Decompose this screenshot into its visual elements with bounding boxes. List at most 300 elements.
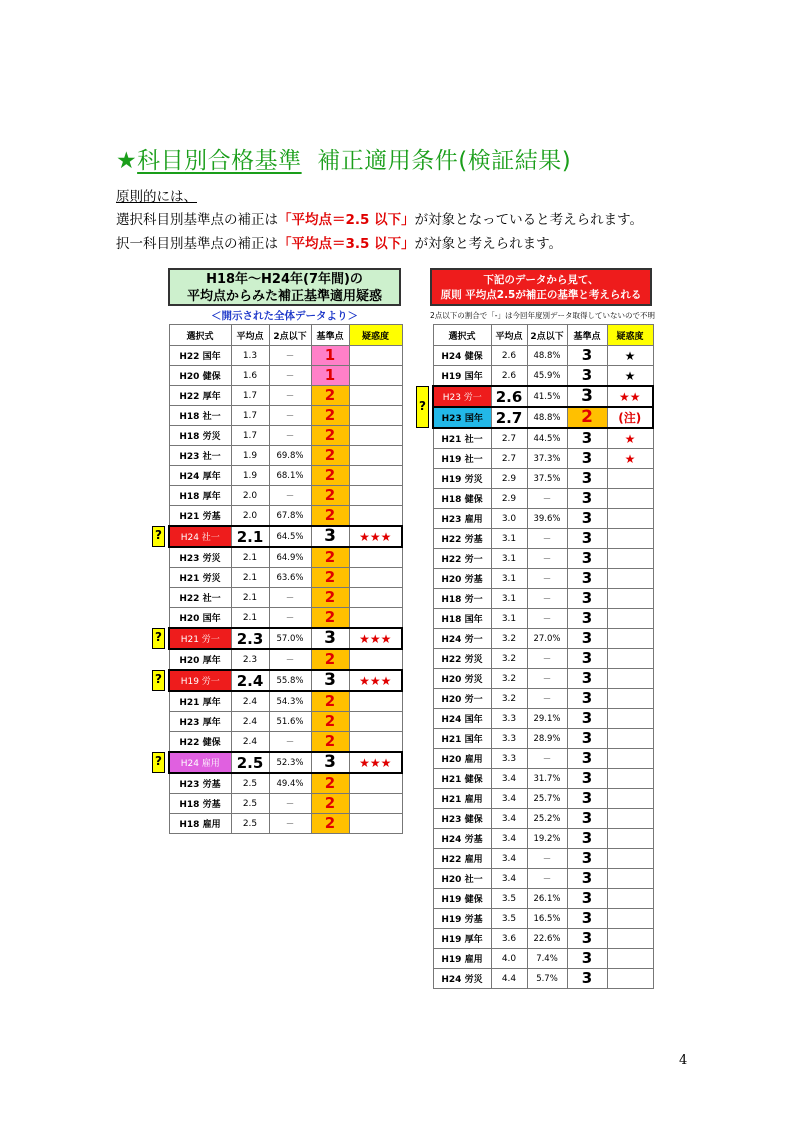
suspicion-cell <box>349 649 402 670</box>
average-cell: 1.7 <box>231 426 269 446</box>
base-score-cell: 3 <box>567 809 607 829</box>
average-cell: 2.6 <box>491 386 527 407</box>
suspicion-cell <box>349 366 402 386</box>
subject-cell: H22 国年 <box>169 346 231 366</box>
average-cell: 1.6 <box>231 366 269 386</box>
average-cell: 2.5 <box>231 814 269 834</box>
average-cell: 3.4 <box>491 849 527 869</box>
suspicion-cell <box>349 712 402 732</box>
base-score-cell: 3 <box>567 386 607 407</box>
table-row <box>433 729 653 749</box>
average-cell: 3.4 <box>491 829 527 849</box>
subject-cell: H19 雇用 <box>433 949 491 969</box>
two-or-less-cell: 31.7% <box>527 769 567 789</box>
suspicion-cell <box>607 729 653 749</box>
right-title-line-1: 下記のデータから見て、 <box>483 274 599 286</box>
average-cell: 4.0 <box>491 949 527 969</box>
base-score-cell: 3 <box>567 849 607 869</box>
average-cell: 3.2 <box>491 689 527 709</box>
suspicion-cell <box>607 649 653 669</box>
subject-cell: H18 健保 <box>433 489 491 509</box>
suspicion-cell <box>349 386 402 406</box>
average-cell: 3.3 <box>491 729 527 749</box>
average-cell: 2.7 <box>491 449 527 469</box>
suspicion-cell <box>607 489 653 509</box>
title-main: 科目別合格基準 <box>137 148 302 174</box>
two-or-less-cell: 64.5% <box>269 526 311 547</box>
base-score-cell: 2 <box>311 732 349 753</box>
two-or-less-cell: － <box>527 649 567 669</box>
two-or-less-cell: － <box>269 346 311 366</box>
suspicion-cell: ★★★ <box>349 628 402 649</box>
table-row <box>433 869 653 889</box>
base-score-cell: 2 <box>311 568 349 588</box>
subject-cell: H21 労一 <box>169 628 231 649</box>
suspicion-cell: ★ <box>607 346 653 366</box>
base-score-cell: 2 <box>311 588 349 608</box>
average-cell: 3.1 <box>491 609 527 629</box>
header-cell: 2点以下 <box>527 325 567 346</box>
base-score-cell: 3 <box>567 949 607 969</box>
base-score-cell: 3 <box>567 549 607 569</box>
average-cell: 3.5 <box>491 909 527 929</box>
average-cell: 2.3 <box>231 649 269 670</box>
table-row <box>433 809 653 829</box>
subject-cell: H20 労基 <box>433 569 491 589</box>
table-row <box>169 773 402 794</box>
average-cell: 2.0 <box>231 506 269 527</box>
average-cell: 2.5 <box>231 773 269 794</box>
base-score-cell: 2 <box>311 506 349 527</box>
two-or-less-cell: － <box>527 749 567 769</box>
base-score-cell: 2 <box>311 608 349 629</box>
suspicion-cell <box>607 909 653 929</box>
suspicion-cell <box>607 809 653 829</box>
average-cell: 1.7 <box>231 406 269 426</box>
two-or-less-cell: － <box>269 814 311 834</box>
header-cell: 疑惑度 <box>349 325 402 346</box>
average-cell: 1.3 <box>231 346 269 366</box>
table-row <box>169 732 402 753</box>
table-row <box>433 629 653 649</box>
left-title-line-1: H18年～H24年(7年間)の <box>206 272 363 287</box>
table-header-row <box>433 325 653 346</box>
table-row <box>169 691 402 712</box>
two-or-less-cell: 51.6% <box>269 712 311 732</box>
table-row <box>169 649 402 670</box>
subject-cell: H19 労基 <box>433 909 491 929</box>
two-or-less-cell: 67.8% <box>269 506 311 527</box>
subject-cell: H21 社一 <box>433 428 491 449</box>
base-score-cell: 2 <box>311 547 349 568</box>
base-score-cell: 3 <box>567 509 607 529</box>
base-score-cell: 2 <box>567 407 607 428</box>
base-score-cell: 2 <box>311 406 349 426</box>
suspicion-cell: ★ <box>607 449 653 469</box>
header-cell: 疑惑度 <box>607 325 653 346</box>
average-cell: 2.1 <box>231 608 269 629</box>
average-cell: 3.4 <box>491 789 527 809</box>
two-or-less-cell: 25.7% <box>527 789 567 809</box>
left-title-line-2: 平均点からみた補正基準適用疑惑 <box>186 289 382 304</box>
suspicion-cell <box>349 346 402 366</box>
subject-cell: H18 労基 <box>169 794 231 814</box>
base-score-cell: 3 <box>311 670 349 691</box>
page-number: 4 <box>679 1053 688 1068</box>
two-or-less-cell: 37.3% <box>527 449 567 469</box>
two-or-less-cell: 37.5% <box>527 469 567 489</box>
suspicion-cell <box>349 608 402 629</box>
table-row <box>433 829 653 849</box>
two-or-less-cell: 57.0% <box>269 628 311 649</box>
base-score-cell: 3 <box>567 769 607 789</box>
average-cell: 2.1 <box>231 568 269 588</box>
suspicion-cell <box>607 629 653 649</box>
average-cell: 3.1 <box>491 529 527 549</box>
right-table-note: 2点以下の割合で「-」は今回年度別データ取得していないので不明 <box>430 311 655 320</box>
average-cell: 2.5 <box>231 794 269 814</box>
suspicion-cell <box>607 849 653 869</box>
subject-cell: H24 国年 <box>433 709 491 729</box>
average-cell: 3.6 <box>491 929 527 949</box>
two-or-less-cell: 63.6% <box>269 568 311 588</box>
suspicion-cell <box>607 689 653 709</box>
average-cell: 2.9 <box>491 489 527 509</box>
star-icon: ★ <box>116 148 138 174</box>
base-score-cell: 2 <box>311 712 349 732</box>
base-score-cell: 2 <box>311 486 349 506</box>
subject-cell: H24 労基 <box>433 829 491 849</box>
average-cell: 1.7 <box>231 386 269 406</box>
base-score-cell: 2 <box>311 386 349 406</box>
subject-cell: H21 労災 <box>169 568 231 588</box>
subject-cell: H24 雇用 <box>169 752 231 773</box>
base-score-cell: 3 <box>567 749 607 769</box>
subject-cell: H21 厚年 <box>169 691 231 712</box>
two-or-less-cell: － <box>527 849 567 869</box>
subject-cell: H22 社一 <box>169 588 231 608</box>
suspicion-cell <box>349 794 402 814</box>
suspicion-cell <box>349 486 402 506</box>
base-score-cell: 3 <box>567 789 607 809</box>
right-data-table <box>432 324 654 989</box>
average-cell: 3.3 <box>491 709 527 729</box>
two-or-less-cell: － <box>269 649 311 670</box>
suspicion-cell <box>607 669 653 689</box>
two-or-less-cell: － <box>527 689 567 709</box>
table-row <box>433 449 653 469</box>
two-or-less-cell: － <box>269 588 311 608</box>
suspicion-cell <box>607 929 653 949</box>
average-cell: 2.3 <box>231 628 269 649</box>
suspicion-cell <box>607 549 653 569</box>
table-row <box>169 794 402 814</box>
two-or-less-cell: － <box>527 609 567 629</box>
average-cell: 2.6 <box>491 366 527 387</box>
table-row <box>169 486 402 506</box>
table-row <box>433 889 653 909</box>
question-mark-icon: ? <box>416 386 429 428</box>
base-score-cell: 3 <box>567 689 607 709</box>
base-score-cell: 2 <box>311 691 349 712</box>
base-score-cell: 3 <box>567 709 607 729</box>
subject-cell: H21 雇用 <box>433 789 491 809</box>
left-table-title-box <box>168 268 401 306</box>
average-cell: 3.1 <box>491 569 527 589</box>
two-or-less-cell: － <box>527 549 567 569</box>
subject-cell: H20 厚年 <box>169 649 231 670</box>
table-row <box>169 346 402 366</box>
base-score-cell: 2 <box>311 649 349 670</box>
average-cell: 3.1 <box>491 589 527 609</box>
table-row <box>433 386 653 407</box>
intro-line-3 <box>116 232 562 252</box>
intro-line-2-pre: 選択科目別基準点の補正は <box>116 212 278 228</box>
suspicion-cell <box>349 568 402 588</box>
two-or-less-cell: 5.7% <box>527 969 567 989</box>
table-row <box>169 506 402 527</box>
suspicion-cell: ★★★ <box>349 752 402 773</box>
table-row <box>169 588 402 608</box>
subject-cell: H23 労災 <box>169 547 231 568</box>
average-cell: 2.5 <box>231 752 269 773</box>
subject-cell: H18 社一 <box>169 406 231 426</box>
suspicion-cell <box>607 709 653 729</box>
subject-cell: H21 健保 <box>433 769 491 789</box>
question-mark-icon: ? <box>152 752 165 773</box>
base-score-cell: 3 <box>567 589 607 609</box>
average-cell: 2.1 <box>231 588 269 608</box>
suspicion-cell <box>607 869 653 889</box>
average-cell: 2.7 <box>491 428 527 449</box>
suspicion-cell <box>349 691 402 712</box>
average-cell: 2.0 <box>231 486 269 506</box>
two-or-less-cell: － <box>269 608 311 629</box>
base-score-cell: 2 <box>311 814 349 834</box>
table-row <box>433 669 653 689</box>
two-or-less-cell: － <box>269 732 311 753</box>
average-cell: 1.9 <box>231 466 269 486</box>
suspicion-cell <box>607 509 653 529</box>
average-cell: 4.4 <box>491 969 527 989</box>
two-or-less-cell: 52.3% <box>269 752 311 773</box>
table-row <box>433 709 653 729</box>
table-row <box>169 366 402 386</box>
two-or-less-cell: 49.4% <box>269 773 311 794</box>
suspicion-cell <box>349 732 402 753</box>
base-score-cell: 1 <box>311 346 349 366</box>
two-or-less-cell: 39.6% <box>527 509 567 529</box>
base-score-cell: 2 <box>311 794 349 814</box>
table-row <box>433 489 653 509</box>
average-cell: 2.7 <box>491 407 527 428</box>
suspicion-cell <box>607 609 653 629</box>
subject-cell: H18 労一 <box>433 589 491 609</box>
base-score-cell: 3 <box>311 526 349 547</box>
base-score-cell: 3 <box>567 669 607 689</box>
suspicion-cell <box>349 446 402 466</box>
average-cell: 3.0 <box>491 509 527 529</box>
base-score-cell: 2 <box>311 466 349 486</box>
base-score-cell: 3 <box>567 649 607 669</box>
average-cell: 3.2 <box>491 629 527 649</box>
average-cell: 1.9 <box>231 446 269 466</box>
table-header-row <box>169 325 402 346</box>
suspicion-cell <box>607 969 653 989</box>
base-score-cell: 3 <box>567 609 607 629</box>
two-or-less-cell: 68.1% <box>269 466 311 486</box>
two-or-less-cell: － <box>527 589 567 609</box>
two-or-less-cell: 28.9% <box>527 729 567 749</box>
table-row <box>169 386 402 406</box>
average-cell: 2.1 <box>231 547 269 568</box>
two-or-less-cell: 64.9% <box>269 547 311 568</box>
base-score-cell: 3 <box>567 346 607 366</box>
two-or-less-cell: － <box>269 386 311 406</box>
suspicion-cell: (注) <box>607 407 653 428</box>
two-or-less-cell: － <box>527 529 567 549</box>
average-cell: 2.4 <box>231 712 269 732</box>
two-or-less-cell: 55.8% <box>269 670 311 691</box>
table-row <box>169 426 402 446</box>
subject-cell: H20 健保 <box>169 366 231 386</box>
two-or-less-cell: － <box>527 869 567 889</box>
base-score-cell: 3 <box>567 729 607 749</box>
suspicion-cell <box>349 506 402 527</box>
average-cell: 3.2 <box>491 669 527 689</box>
subject-cell: H21 労基 <box>169 506 231 527</box>
table-row <box>433 589 653 609</box>
base-score-cell: 2 <box>311 426 349 446</box>
header-cell: 選択式 <box>169 325 231 346</box>
two-or-less-cell: － <box>527 669 567 689</box>
suspicion-cell <box>607 829 653 849</box>
intro-line-1: 原則的には、 <box>116 189 197 205</box>
two-or-less-cell: 7.4% <box>527 949 567 969</box>
suspicion-cell <box>349 426 402 446</box>
left-table-subtitle: ＜開示された全体データより＞ <box>211 310 358 322</box>
suspicion-cell <box>607 949 653 969</box>
suspicion-cell <box>607 589 653 609</box>
two-or-less-cell: 22.6% <box>527 929 567 949</box>
subject-cell: H18 雇用 <box>169 814 231 834</box>
intro-line-3-post: が対象と考えられます。 <box>414 236 563 252</box>
suspicion-cell <box>607 769 653 789</box>
subject-cell: H22 労災 <box>433 649 491 669</box>
base-score-cell: 3 <box>567 969 607 989</box>
suspicion-cell: ★ <box>607 428 653 449</box>
suspicion-cell <box>607 529 653 549</box>
subject-cell: H18 厚年 <box>169 486 231 506</box>
average-cell: 2.6 <box>491 346 527 366</box>
subject-cell: H18 労災 <box>169 426 231 446</box>
suspicion-cell <box>349 406 402 426</box>
subject-cell: H18 国年 <box>433 609 491 629</box>
table-row <box>433 649 653 669</box>
subject-cell: H24 労一 <box>433 629 491 649</box>
subject-cell: H23 国年 <box>433 407 491 428</box>
suspicion-cell <box>349 588 402 608</box>
base-score-cell: 3 <box>567 929 607 949</box>
right-title-line-2: 原則 平均点2.5が補正の基準と考えられる <box>440 289 642 301</box>
intro-line-3-red: 「平均点＝3.5 以下」 <box>278 236 415 252</box>
suspicion-cell <box>607 469 653 489</box>
two-or-less-cell: 29.1% <box>527 709 567 729</box>
subject-cell: H24 社一 <box>169 526 231 547</box>
table-row <box>433 346 653 366</box>
subject-cell: H23 社一 <box>169 446 231 466</box>
subject-cell: H19 労災 <box>433 469 491 489</box>
base-score-cell: 3 <box>311 628 349 649</box>
table-row <box>169 628 402 649</box>
base-score-cell: 3 <box>567 366 607 387</box>
table-row <box>433 407 653 428</box>
two-or-less-cell: 26.1% <box>527 889 567 909</box>
two-or-less-cell: － <box>527 569 567 589</box>
two-or-less-cell: 48.8% <box>527 346 567 366</box>
table-row <box>433 529 653 549</box>
two-or-less-cell: 69.8% <box>269 446 311 466</box>
table-row <box>433 689 653 709</box>
table-row <box>169 466 402 486</box>
table-row <box>433 569 653 589</box>
base-score-cell: 3 <box>567 909 607 929</box>
subject-cell: H20 国年 <box>169 608 231 629</box>
subject-cell: H24 厚年 <box>169 466 231 486</box>
average-cell: 2.9 <box>491 469 527 489</box>
two-or-less-cell: 45.9% <box>527 366 567 387</box>
average-cell: 2.4 <box>231 670 269 691</box>
intro-line-3-pre: 択一科目別基準点の補正は <box>116 236 278 252</box>
intro-line-2 <box>116 208 643 228</box>
average-cell: 3.4 <box>491 869 527 889</box>
two-or-less-cell: － <box>527 489 567 509</box>
subject-cell: H20 労災 <box>433 669 491 689</box>
subject-cell: H23 厚年 <box>169 712 231 732</box>
average-cell: 3.2 <box>491 649 527 669</box>
table-row <box>433 549 653 569</box>
average-cell: 2.4 <box>231 732 269 753</box>
suspicion-cell: ★ <box>607 366 653 387</box>
intro-line-2-post: が対象となっていると考えられます。 <box>414 212 644 228</box>
subject-cell: H23 雇用 <box>433 509 491 529</box>
table-row <box>169 712 402 732</box>
left-data-table <box>168 324 403 834</box>
subject-cell: H19 健保 <box>433 889 491 909</box>
base-score-cell: 3 <box>567 529 607 549</box>
base-score-cell: 3 <box>567 889 607 909</box>
suspicion-cell <box>607 749 653 769</box>
two-or-less-cell: 25.2% <box>527 809 567 829</box>
table-row <box>169 608 402 629</box>
two-or-less-cell: － <box>269 794 311 814</box>
subject-cell: H24 労災 <box>433 969 491 989</box>
base-score-cell: 3 <box>567 869 607 889</box>
intro-line-2-red: 「平均点＝2.5 以下」 <box>278 212 415 228</box>
header-cell: 平均点 <box>491 325 527 346</box>
two-or-less-cell: 54.3% <box>269 691 311 712</box>
suspicion-cell <box>349 773 402 794</box>
right-table-title-box <box>430 268 652 306</box>
header-cell: 選択式 <box>433 325 491 346</box>
two-or-less-cell: 48.8% <box>527 407 567 428</box>
table-row <box>433 849 653 869</box>
table-row <box>433 428 653 449</box>
base-score-cell: 3 <box>567 469 607 489</box>
two-or-less-cell: － <box>269 406 311 426</box>
table-row <box>433 789 653 809</box>
two-or-less-cell: 27.0% <box>527 629 567 649</box>
